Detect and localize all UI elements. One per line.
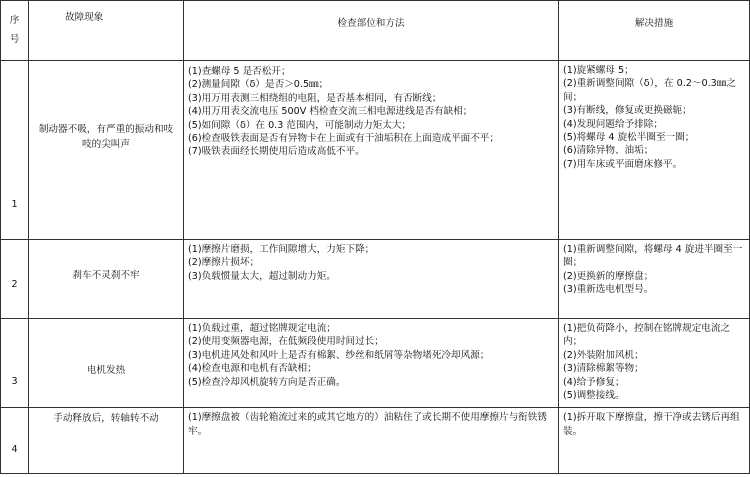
solution-item: (3)重新选电机型号。 bbox=[563, 284, 654, 296]
check-item: (4)用万用表交流电压 500V 档检查交流三相电源进线是否有缺相； bbox=[188, 106, 473, 118]
fault-description: 电机发热 bbox=[86, 365, 126, 376]
solution-item: (3)清除棉絮等物； bbox=[563, 363, 644, 375]
check-list bbox=[184, 408, 558, 439]
solution-item: (2)重新调整间隙（δ），在 0.2～0.3㎜之间； bbox=[563, 78, 736, 103]
solution-list bbox=[559, 61, 749, 171]
solution-item: (6)清除异物、油垢； bbox=[563, 145, 654, 157]
row-number: 4 bbox=[11, 444, 18, 455]
header-fault bbox=[29, 1, 184, 61]
check-item: (7)吸铁表面经长期使用后造成高低不平。 bbox=[188, 146, 365, 158]
check-item: (1)负载过重，超过铭牌规定电流； bbox=[188, 323, 336, 334]
check-item: (2)使用变频器电源，在低频段使用时间过长； bbox=[188, 336, 384, 348]
table-row bbox=[1, 61, 750, 240]
header-row bbox=[1, 1, 750, 61]
check-item: (4)检查电源和电机有否缺相； bbox=[188, 363, 317, 375]
check-list bbox=[184, 240, 558, 283]
solution-item: (4)发现问题给予排除； bbox=[563, 118, 663, 130]
solution-list bbox=[559, 408, 749, 439]
check-item: (5)如间隙（δ）在 0.3 范围内，可能制动力矩太大； bbox=[188, 119, 412, 131]
solution-item: (1)把负荷降小，控制在铭牌规定电流之内； bbox=[563, 323, 731, 348]
solution-item: (1)旋紧螺母 5； bbox=[563, 65, 634, 76]
solution-item: (1)拆开取下摩擦盘，擦干净或去锈后再组装。 bbox=[563, 412, 740, 437]
check-item: (5)检查冷却风机旋转方向是否正确。 bbox=[188, 376, 346, 388]
solution-item: (5)将螺母 4 旋松半圈至一圈； bbox=[563, 132, 695, 144]
solution-list bbox=[559, 240, 749, 297]
solution-item: (1)重新调整间隙，将螺母 4 旋进半圈至一圈； bbox=[563, 244, 743, 269]
table-row bbox=[1, 319, 750, 408]
header-fault-label: 故障现象 bbox=[65, 12, 104, 23]
check-item: (2)测量间隙（δ）是否＞0.5㎜； bbox=[188, 79, 329, 91]
check-list bbox=[184, 319, 558, 389]
header-solve-label: 解决措施 bbox=[634, 18, 674, 29]
header-seq-line1: 序 bbox=[9, 15, 20, 26]
solution-list bbox=[559, 319, 749, 402]
check-item: (3)用万用表测三相绕组的电阻，是否基本相同，有否断线； bbox=[188, 92, 442, 104]
table-row bbox=[1, 408, 750, 474]
check-item: (6)检查吸铁表面是否有异物卡在上面或有干油垢积在上面造成平面不平； bbox=[188, 133, 499, 145]
header-check-label: 检查部位和方法 bbox=[337, 18, 405, 29]
header-solve bbox=[559, 1, 750, 61]
check-list bbox=[184, 61, 558, 159]
solution-item: (5)调整接线。 bbox=[563, 390, 625, 402]
solution-item: (2)外装附加风机； bbox=[563, 349, 644, 361]
row-number: 3 bbox=[11, 376, 18, 387]
table-row bbox=[1, 240, 750, 319]
fault-description: 刹车不灵刹不牢 bbox=[72, 270, 140, 281]
check-item: (1)摩擦盘被（齿轮箱流过来的或其它地方的）油粘住了或长期不使用摩擦片与衔铁锈牢。 bbox=[188, 412, 547, 437]
solution-item: (2)更换新的摩擦盘； bbox=[563, 270, 654, 282]
check-item: (3)电机进风处和风叶上是否有棉絮、纱丝和纸屑等杂物堵死冷却风源； bbox=[188, 349, 490, 361]
header-seq-line2: 号 bbox=[9, 34, 20, 45]
check-item: (1)摩擦片磨损，工作间隙增大，力矩下降； bbox=[188, 244, 375, 255]
fault-description: 制动器不吸，有严重的振动和吱吱的尖叫声 bbox=[38, 124, 174, 150]
row-number: 2 bbox=[11, 279, 18, 290]
header-check bbox=[184, 1, 559, 61]
fault-description: 手动释放后，转轴转不动 bbox=[53, 413, 159, 424]
row-number: 1 bbox=[11, 199, 18, 210]
check-item: (3)负载惯量太大，超过制动力矩。 bbox=[188, 270, 336, 282]
header-seq bbox=[1, 1, 29, 61]
solution-item: (4)给予修复； bbox=[563, 376, 625, 388]
check-item: (2)摩擦片损坏； bbox=[188, 257, 260, 269]
check-item: (1)查螺母 5 是否松开； bbox=[188, 66, 291, 77]
solution-item: (3)有断线，修复或更换磁轭； bbox=[563, 105, 692, 117]
solution-item: (7)用车床或平面磨床修平。 bbox=[563, 158, 683, 170]
